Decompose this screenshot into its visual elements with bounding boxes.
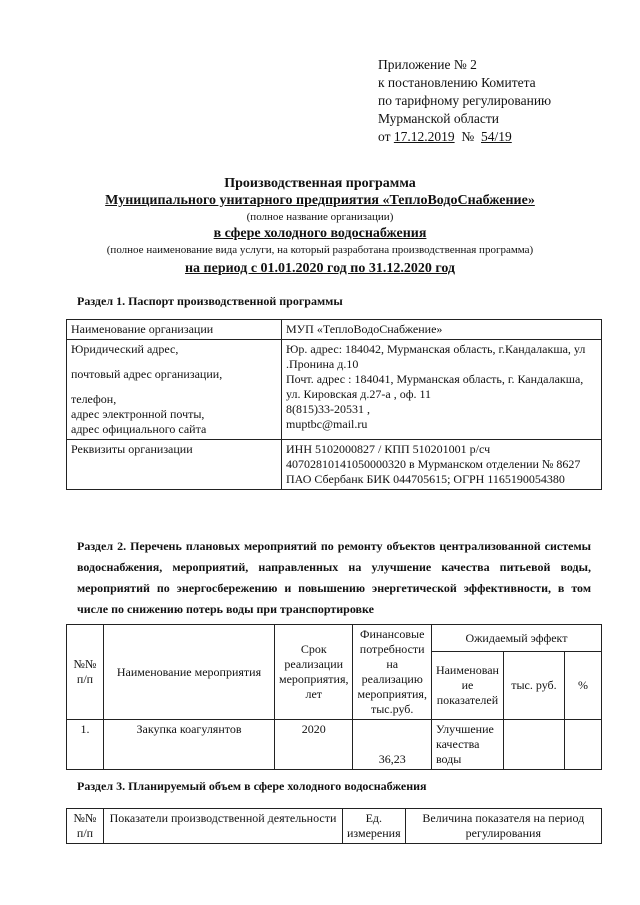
- table-cell: МУП «ТеплоВодоСнабжение»: [282, 320, 602, 340]
- header-value: Величина показателя на период регулирования: [405, 809, 601, 844]
- table-cell: [282, 340, 602, 440]
- organization-note: (полное название организации): [246, 211, 394, 223]
- cell-num: 1.: [67, 720, 104, 770]
- appendix-block: [378, 56, 551, 146]
- header-effect-name: Наименован ие показателей: [431, 652, 503, 720]
- header-name: Наименование мероприятия: [104, 625, 275, 720]
- address-value: 8(815)33-20531 ,: [286, 402, 370, 416]
- header-effect: Ожидаемый эффект: [431, 625, 601, 652]
- address-label: Юридический адрес,: [71, 342, 179, 356]
- date-prefix: от: [378, 129, 394, 144]
- header-effect-rub: тыс. руб.: [503, 652, 564, 720]
- address-label: почтовый адрес организации,: [71, 367, 223, 381]
- address-value: muptbc@mail.ru: [286, 417, 368, 431]
- section1-heading: Раздел 1. Паспорт производственной программы: [77, 294, 343, 308]
- cell-effect-pct: [564, 720, 601, 770]
- decree-number: 54/19: [481, 129, 512, 144]
- table-row: [67, 320, 602, 340]
- table-header-row: [67, 625, 602, 652]
- address-value: Юр. адрес: 184042, Мурманская область, г.Кандалакша, ул .Пронина д.10: [286, 342, 586, 371]
- number-prefix: №: [454, 129, 481, 144]
- decree-date: 17.12.2019: [393, 129, 455, 144]
- table-header-row: [67, 809, 602, 844]
- header-term: Срок реализации мероприятия, лет: [275, 625, 353, 720]
- cell-effect-name: Улучшение качества воды: [431, 720, 503, 770]
- organization-name: Муниципального унитарного предприятия «ТеплоВодоСнабжение»: [105, 193, 535, 208]
- table-row: [67, 440, 602, 490]
- header-indicators: Показатели производственной деятельности: [104, 809, 343, 844]
- table-row: [67, 720, 602, 770]
- address-label: адрес электронной почты,: [71, 407, 205, 421]
- header-unit: Ед. измерения: [343, 809, 406, 844]
- volume-table: [66, 808, 602, 844]
- address-value: Почт. адрес : 184041, Мурманская область, г. Кандалакша, ул. Кировская д.27-а , оф. 11: [286, 372, 584, 401]
- section2-heading: Раздел 2. Перечень плановых мероприятий по ремонту объектов централизованной системы водоснабжения, мероприятий, направленных на улучшение качества питьевой воды, мероприятий по энергосбережению и повышению энергетической эффективности, в том числе по снижению потерь воды при транспортировке: [77, 539, 591, 616]
- header-finance: Финансовые потребности на реализацию мероприятия, тыс.руб.: [353, 625, 431, 720]
- address-label: телефон,: [71, 392, 117, 406]
- spacer: [71, 382, 277, 392]
- header-effect-pct: %: [564, 652, 601, 720]
- table-cell: [67, 340, 282, 440]
- cell-term: 2020: [275, 720, 353, 770]
- cell-effect-rub: [503, 720, 564, 770]
- appendix-line: к постановлению Комитета: [378, 75, 536, 90]
- table-cell: Реквизиты организации: [67, 440, 282, 490]
- measures-table: [66, 624, 602, 770]
- header-num: №№ п/п: [67, 809, 104, 844]
- appendix-line: по тарифному регулированию: [378, 93, 552, 108]
- program-title: Производственная программа: [224, 176, 416, 191]
- table-cell: ИНН 5102000827 / КПП 510201001 р/сч 40702810141050000320 в Мурманском отделении № 8627 ПАО Сбербанк БИК 044705615; ОГРН 1165190054380: [282, 440, 602, 490]
- table-row: [67, 340, 602, 440]
- cell-name: Закупка коагулянтов: [104, 720, 275, 770]
- passport-table: [66, 319, 602, 490]
- spacer: [71, 357, 277, 367]
- appendix-line: Мурманской области: [378, 111, 499, 126]
- section3-heading: Раздел 3. Планируемый объем в сфере холодного водоснабжения: [77, 779, 427, 793]
- address-label: адрес официального сайта: [71, 422, 207, 436]
- program-period: на период с 01.01.2020 год по 31.12.2020 год: [184, 261, 456, 276]
- appendix-line: Приложение № 2: [378, 57, 477, 72]
- service-name: в сфере холодного водоснабжения: [213, 226, 427, 241]
- service-note: (полное наименование вида услуги, на который разработана производственная программа): [106, 244, 534, 256]
- cell-finance: 36,23: [353, 720, 431, 770]
- appendix-date-line: [378, 128, 551, 146]
- header-num: №№ п/п: [67, 625, 104, 720]
- table-cell: Наименование организации: [67, 320, 282, 340]
